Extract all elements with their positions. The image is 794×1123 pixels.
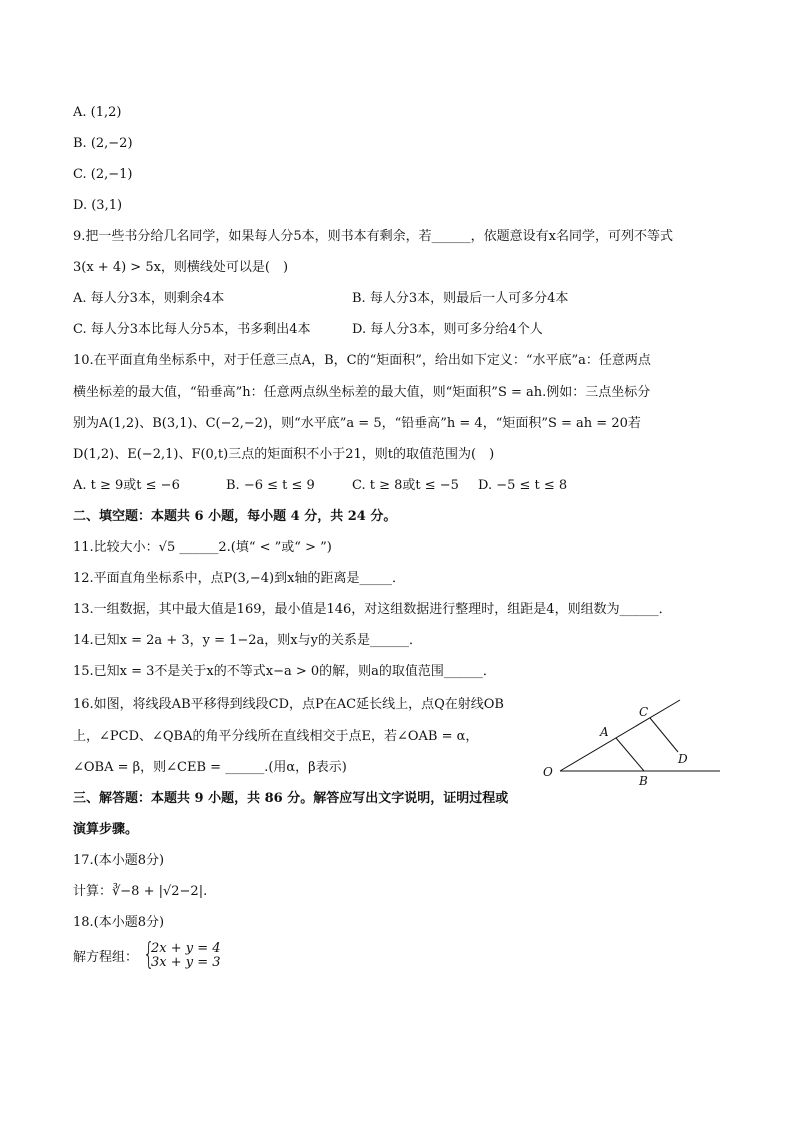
q18-equation-2: 3x + y = 3 xyxy=(151,955,221,970)
q18-prefix: 解方程组： xyxy=(73,950,139,965)
q16-geometry-figure xyxy=(538,694,728,794)
section-3-heading-line1: 三、解答题：本题共 9 小题，共 86 分。解答应写出文字说明，证明过程或 xyxy=(73,791,509,806)
ray-oa xyxy=(560,700,680,771)
q16-line3: ∠OBA = β，则∠CEB = ______.(用α，β表示) xyxy=(73,760,347,775)
q10-option-d: D. −5 ≤ t ≤ 8 xyxy=(478,478,568,493)
segment-cd xyxy=(650,718,678,752)
q8-option-b: B. (2,−2) xyxy=(73,136,133,151)
q10-line4: D(1,2)、E(−2,1)、F(0,t)三点的矩面积不小于21，则t的取值范围为( ) xyxy=(73,447,495,462)
q9-option-c: C. 每人分3本比每人分5本，书多剩出4本 xyxy=(73,322,311,337)
q18-equation-1: 2x + y = 4 xyxy=(151,941,221,956)
label-o: O xyxy=(543,765,553,779)
q8-option-c: C. (2,−1) xyxy=(73,167,133,182)
q10-option-a: A. t ≥ 9或t ≤ −6 xyxy=(73,478,180,493)
q10-option-b: B. −6 ≤ t ≤ 9 xyxy=(226,478,315,493)
q18-title: 18.(本小题8分) xyxy=(73,915,165,930)
q9-stem-line1: 9.把一些书分给几名同学，如果每人分5本，则书本有剩余，若______，依题意设有x名同学，可列不等式 xyxy=(73,229,674,244)
q11: 11.比较大小：√5 ______2.(填“ < ”或“ > ”) xyxy=(73,540,332,555)
q9-option-a: A. 每人分3本，则剩余4本 xyxy=(73,291,225,306)
q16-line2: 上，∠PCD、∠QBA的角平分线所在直线相交于点E，若∠OAB = α， xyxy=(73,729,479,744)
q9-option-d: D. 每人分3本，则可多分给4个人 xyxy=(352,322,543,337)
q8-option-d: D. (3,1) xyxy=(73,198,123,213)
left-brace-icon: { xyxy=(143,937,155,972)
q14: 14.已知x = 2a + 3，y = 1−2a，则x与y的关系是______． xyxy=(73,633,422,648)
label-c: C xyxy=(639,705,649,719)
q10-line3: 别为A(1,2)、B(3,1)、C(−2,−2)，则“水平底”a = 5，“铅垂高”h = 4，“矩面积”S = ah = 20若 xyxy=(73,416,641,431)
q10-option-c: C. t ≥ 8或t ≤ −5 xyxy=(352,478,459,493)
q10-line1: 10.在平面直角坐标系中，对于任意三点A，B，C的“矩面积”，给出如下定义：“水平底”a：任意两点 xyxy=(73,353,651,368)
q9-stem-line2: 3(x + 4) > 5x，则横线处可以是( ) xyxy=(73,260,289,275)
q16-line1: 16.如图，将线段AB平移得到线段CD，点P在AC延长线上，点Q在射线OB xyxy=(73,697,504,712)
q10-line2: 横坐标差的最大值，“铅垂高”h：任意两点纵坐标差的最大值，则“矩面积”S = ah.例如：三点坐标分 xyxy=(73,385,651,400)
q16-figure-svg xyxy=(538,694,728,794)
section-2-heading: 二、填空题：本题共 6 小题，每小题 4 分，共 24 分。 xyxy=(73,509,397,524)
label-a: A xyxy=(600,725,609,739)
label-d: D xyxy=(678,752,688,766)
q17-body: 计算：∛−8 + |√2−2|. xyxy=(73,884,208,899)
label-b: B xyxy=(639,774,648,788)
segment-ab xyxy=(616,738,644,771)
q9-option-b: B. 每人分3本，则最后一人可多分4本 xyxy=(352,291,569,306)
q15: 15.已知x = 3不是关于x的不等式x−a > 0的解，则a的取值范围______． xyxy=(73,664,496,679)
q12: 12.平面直角坐标系中，点P(3,−4)到x轴的距离是_____． xyxy=(73,571,405,586)
section-3-heading-line2: 演算步骤。 xyxy=(73,822,139,837)
q17-title: 17.(本小题8分) xyxy=(73,853,165,868)
q13: 13.一组数据，其中最大值是169，最小值是146，对这组数据进行整理时，组距是4，则组数为______． xyxy=(73,602,672,617)
q8-option-a: A. (1,2) xyxy=(73,105,122,120)
